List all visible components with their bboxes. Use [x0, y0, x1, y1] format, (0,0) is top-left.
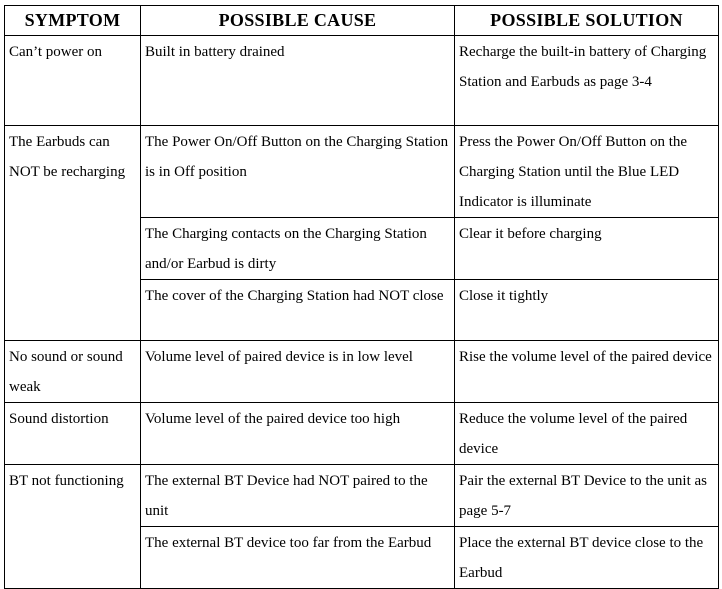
- cause-cell: Built in battery drained: [141, 36, 455, 126]
- symptom-column-header: SYMPTOM: [5, 6, 141, 36]
- table-row: [5, 341, 719, 403]
- solution-cell: Recharge the built-in battery of Charging Station and Earbuds as page 3-4: [455, 36, 719, 126]
- cause-column-header: POSSIBLE CAUSE: [141, 6, 455, 36]
- solution-cell: Place the external BT device close to the Earbud: [455, 527, 719, 589]
- table-row: [5, 36, 719, 126]
- solution-cell: Press the Power On/Off Button on the Charging Station until the Blue LED Indicator is illuminate: [455, 126, 719, 218]
- troubleshooting-table: [4, 5, 719, 589]
- table-header-row: [5, 6, 719, 36]
- solution-cell: Reduce the volume level of the paired device: [455, 403, 719, 465]
- solution-cell: Close it tightly: [455, 280, 719, 341]
- cause-cell: Volume level of the paired device too high: [141, 403, 455, 465]
- symptom-cell: Can’t power on: [5, 36, 141, 126]
- symptom-cell: No sound or sound weak: [5, 341, 141, 403]
- cause-cell: The Power On/Off Button on the Charging Station is in Off position: [141, 126, 455, 218]
- table-row: [5, 465, 719, 527]
- cause-cell: The cover of the Charging Station had NOT close: [141, 280, 455, 341]
- solution-cell: Rise the volume level of the paired device: [455, 341, 719, 403]
- cause-cell: The Charging contacts on the Charging Station and/or Earbud is dirty: [141, 218, 455, 280]
- table-row: [5, 403, 719, 465]
- table-row: [5, 126, 719, 218]
- symptom-cell: BT not functioning: [5, 465, 141, 589]
- symptom-cell: The Earbuds can NOT be recharging: [5, 126, 141, 341]
- solution-cell: Pair the external BT Device to the unit as page 5-7: [455, 465, 719, 527]
- symptom-cell: Sound distortion: [5, 403, 141, 465]
- cause-cell: Volume level of paired device is in low level: [141, 341, 455, 403]
- cause-cell: The external BT device too far from the Earbud: [141, 527, 455, 589]
- solution-cell: Clear it before charging: [455, 218, 719, 280]
- cause-cell: The external BT Device had NOT paired to the unit: [141, 465, 455, 527]
- solution-column-header: POSSIBLE SOLUTION: [455, 6, 719, 36]
